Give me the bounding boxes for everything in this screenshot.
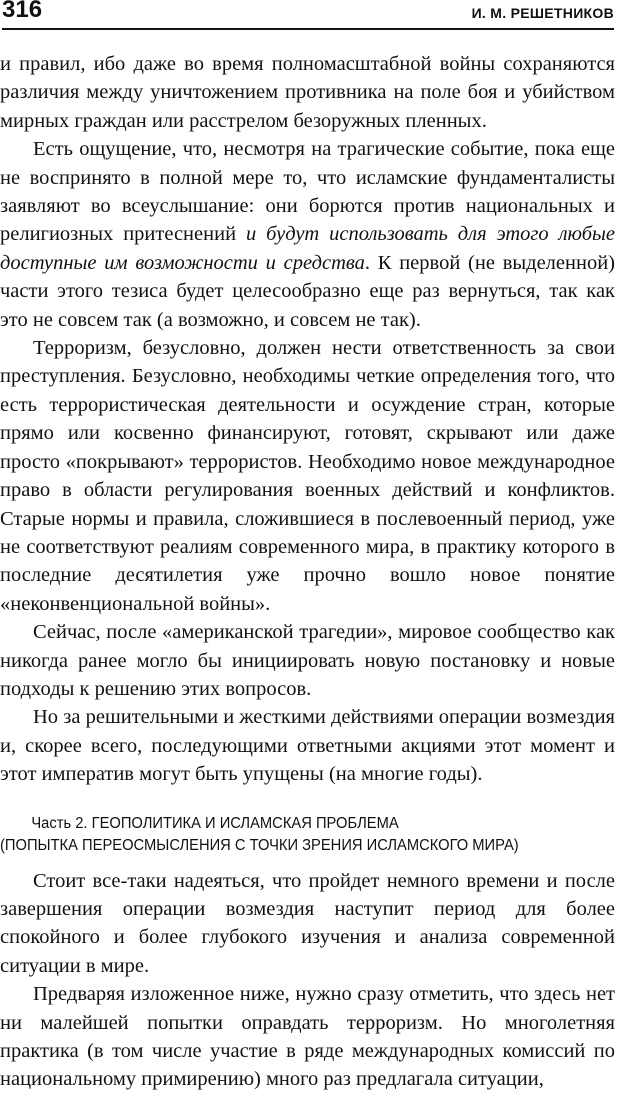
paragraph-preface: Предваряя изложенное ниже, нужно сразу отметить, что здесь нет ни малейшей попытки оправдать терроризм. Но многолетняя практика (в том числе участие в ряде международных комиссий по национальному примирению) много раз предлагала ситуации, bbox=[0, 983, 615, 1091]
italic-emphasis: и будут использовать для этого любые доступные им возможности и средства bbox=[0, 223, 615, 274]
paragraph-fundamentalists bbox=[0, 135, 615, 334]
body-text bbox=[0, 50, 615, 1094]
paragraph-terrorism-responsibility: Терроризм, безусловно, должен нести ответственность за свои преступления. Безусловно, необходимы четкие определения того, что есть террористическая деятельности и осуждение стран, которые прямо или косвенно финансируют, готовят, скрывают или даже просто «покрывают» террористов. Необходимо новое международное право в области регулирования военных действий и конфликтов. Старые нормы и правила, сложившиеся в послевоенный период, уже не соответствуют реалиям современного мира, в практику которого в последние десятилетия уже прочно вошло новое понятие «неконвенциональной войны». bbox=[0, 337, 615, 615]
page-number: 316 bbox=[2, 0, 43, 23]
paragraph-retaliation: Но за решительными и жесткими действиями операции возмездия и, скорее всего, последующими ответными акциями этот момент и этот императив могут быть упущены (на многие годы). bbox=[0, 706, 615, 786]
section-heading bbox=[0, 813, 584, 857]
paragraph-hope: Стоит все-таки надеяться, что пройдет немного времени и после завершения операции возмездия наступит период для более спокойного и более глубокого изучения и анализа современной ситуации в мире. bbox=[0, 869, 615, 977]
paragraph-continued: и правил, ибо даже во время полномасштабной войны сохраняются различия между уничтожением противника на поле боя и убийством мирных граждан или расстрелом безоружных пленных. bbox=[0, 53, 615, 132]
section-heading-subtitle: (ПОПЫТКА ПЕРЕОСМЫСЛЕНИЯ С ТОЧКИ ЗРЕНИЯ ИСЛАМСКОГО МИРА) bbox=[0, 836, 519, 854]
section-heading-title: Часть 2. ГЕОПОЛИТИКА И ИСЛАМСКАЯ ПРОБЛЕМА bbox=[31, 814, 399, 832]
paragraph-text: . К первой (не выделенной) части этого тезиса будет целесообразно еще раз вернуться, так как это не совсем так (а возможно, и совсем не так). bbox=[0, 251, 615, 331]
paragraph-text: Есть ощущение, что, несмотря на трагические событие, пока еще не воспринято в полной мере то, что исламские фундаменталисты заявляют во всеуслышание: они борются против национальных и религиозных притеснений bbox=[0, 138, 615, 246]
running-head-author: И. М. РЕШЕТНИКОВ bbox=[471, 5, 614, 21]
paragraph-american-tragedy: Сейчас, после «американской трагедии», мировое сообщество как никогда ранее могло бы инициировать новую постановку и новые подходы к решению этих вопросов. bbox=[0, 621, 615, 700]
running-header bbox=[2, 0, 614, 30]
